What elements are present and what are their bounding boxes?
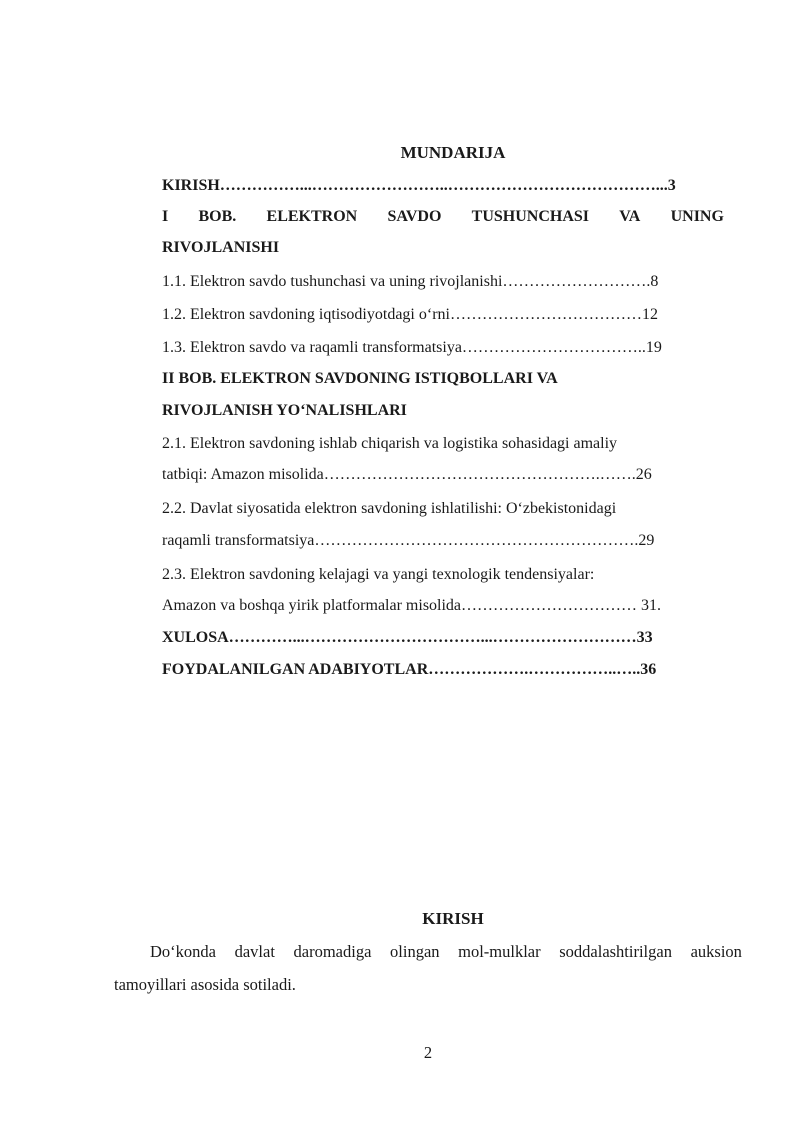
toc-item-2-3-line2: Amazon va boshqa yirik platformalar misolida…………………………… 31. xyxy=(162,597,662,614)
intro-word: olingan xyxy=(390,942,440,961)
intro-word: auksion xyxy=(690,942,742,961)
toc-item-2-2-line1: 2.2. Davlat siyosatida elektron savdoning ishlatilishi: O‘zbekistonidagi xyxy=(162,500,617,517)
toc-bob1-word: ELEKTRON xyxy=(266,208,358,225)
toc-bob1-word: SAVDO xyxy=(387,208,442,225)
intro-paragraph-line2: tamoyillari asosida sotiladi. xyxy=(114,975,296,994)
toc-item-2-1-line2: tatbiqi: Amazon misolida…………………………………………….…….26 xyxy=(162,466,652,483)
toc-item-1-1: 1.1. Elektron savdo tushunchasi va uning rivojlanishi……………………….8 xyxy=(162,273,659,290)
toc-item-1-3: 1.3. Elektron savdo va raqamli transformatsiya……………………………..19 xyxy=(162,339,662,356)
toc-item-2-3-line1: 2.3. Elektron savdoning kelajagi va yangi texnologik tendensiyalar: xyxy=(162,566,595,583)
toc-bob1-word: UNING xyxy=(670,208,724,225)
toc-bob1-word: VA xyxy=(619,208,641,225)
page-number: 2 xyxy=(423,1043,433,1062)
toc-bob1-word: I xyxy=(162,208,169,225)
intro-word: mol-mulklar xyxy=(458,942,541,961)
toc-item-2-1-line1: 2.1. Elektron savdoning ishlab chiqarish va logistika sohasidagi amaliy xyxy=(162,435,618,452)
toc-kirish: KIRISH……………...……………………..…………………………………...3 xyxy=(162,177,676,194)
toc-item-2-2-line2: raqamli transformatsiya…………………………………………………….29 xyxy=(162,532,655,549)
toc-bob1-word: BOB. xyxy=(198,208,237,225)
toc-bob1-line2: RIVOJLANISHI xyxy=(162,239,280,256)
intro-word: Do‘konda xyxy=(150,942,216,961)
toc-title: MUNDARIJA xyxy=(400,143,506,162)
intro-title: KIRISH xyxy=(422,909,484,928)
toc-bob1-line1 xyxy=(162,208,724,226)
intro-word: davlat xyxy=(234,942,275,961)
intro-paragraph-line1 xyxy=(150,942,742,962)
toc-xulosa: XULOSA…………...……………………………...………………………33 xyxy=(162,629,653,646)
toc-bob2-line2: RIVOJLANISH YO‘NALISHLARI xyxy=(162,402,407,419)
toc-bob2-line1: II BOB. ELEKTRON SAVDONING ISTIQBOLLARI VA xyxy=(162,370,558,387)
intro-word: daromadiga xyxy=(293,942,372,961)
intro-word: soddalashtirilgan xyxy=(559,942,672,961)
toc-adabiyotlar: FOYDALANILGAN ADABIYOTLAR……………….……………..…..36 xyxy=(162,661,657,678)
toc-item-1-2: 1.2. Elektron savdoning iqtisodiyotdagi o‘rni………………………………12 xyxy=(162,306,658,323)
toc-bob1-word: TUSHUNCHASI xyxy=(471,208,590,225)
